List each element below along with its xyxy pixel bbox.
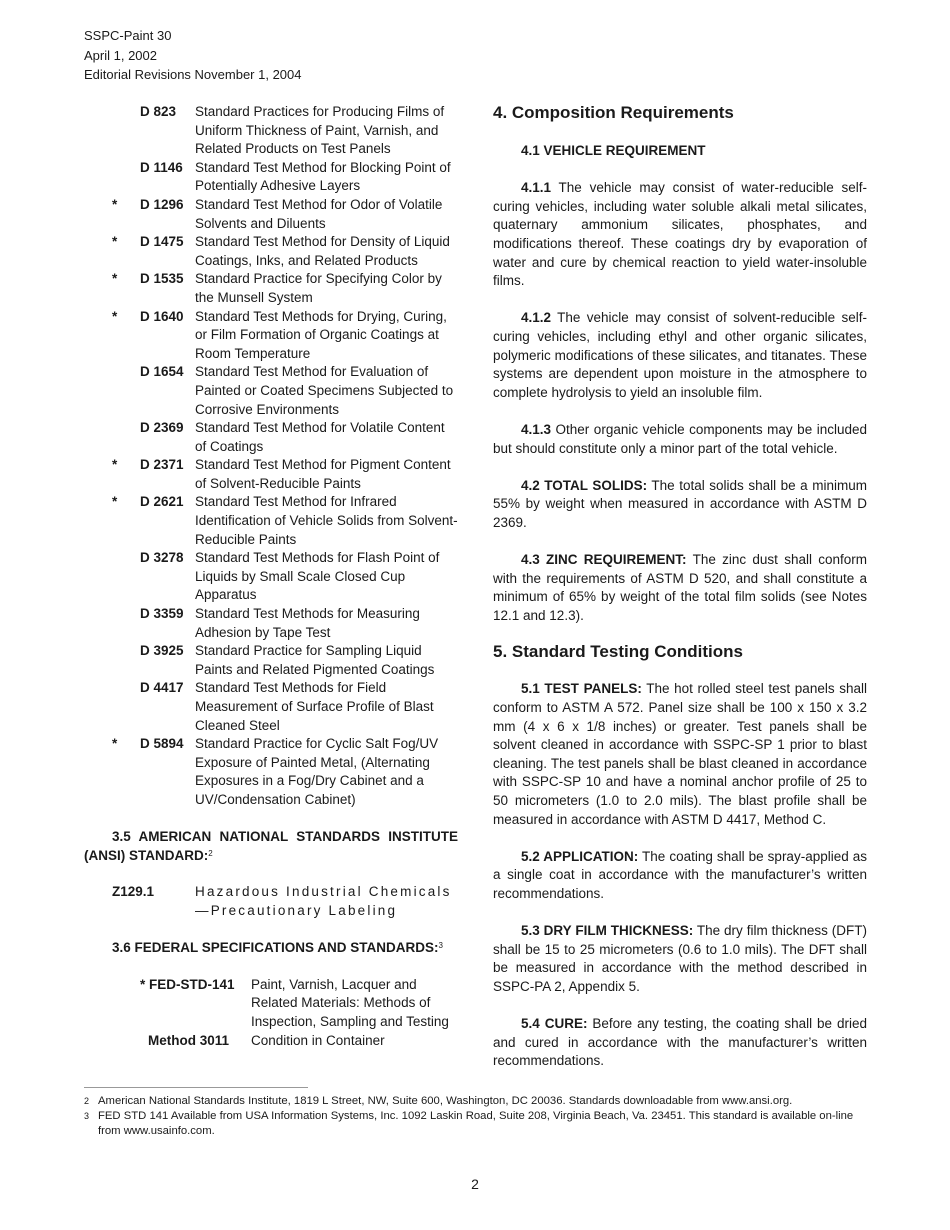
standard-entry xyxy=(84,233,458,270)
para-5-4-text: Before any testing, the coating shall be dried and cured in accordance with the manufacturer’s written recommendations. xyxy=(493,1016,868,1069)
fed-title: Paint, Varnish, Lacquer and Related Materials: Methods of Inspection, Sampling and Testing xyxy=(251,976,449,1029)
standard-entry xyxy=(84,605,458,642)
standard-title: Standard Test Method for Volatile Content of Coatings xyxy=(195,420,445,454)
footnote-number: 3 xyxy=(84,1111,90,1121)
footnote-text: American National Standards Institute, 1819 L Street, NW, Suite 600, Washington, DC 20036. Standards downloadable from www.ansi.org. xyxy=(98,1095,793,1107)
method-entry xyxy=(84,1032,458,1051)
ansi-title: Hazardous Industrial Chemicals—Precautionary Labeling xyxy=(195,884,452,918)
footnote-ref-3: 3 xyxy=(438,941,443,951)
footnotes xyxy=(84,1094,874,1139)
section-3-5-heading-text: 3.5 AMERICAN NATIONAL STANDARDS INSTITUTE (ANSI) STANDARD: xyxy=(84,829,458,863)
method-code: Method 3011 xyxy=(148,1032,230,1048)
standard-entry xyxy=(84,308,458,364)
standard-code: D 1146 xyxy=(140,159,183,175)
revision-asterisk: * xyxy=(112,196,118,212)
standard-entry xyxy=(84,419,458,456)
standard-code: D 2621 xyxy=(140,494,184,510)
standard-code: D 2369 xyxy=(140,420,184,436)
para-4-3-text: The zinc dust shall conform with the requirements of ASTM D 520, and shall constitute a minimum of 65% by weight of the total film solids (see Notes 12.1 and 12.3). xyxy=(493,552,867,623)
standard-title: Standard Practice for Specifying Color by the Munsell System xyxy=(195,271,442,305)
standard-title: Standard Test Methods for Measuring Adhesion by Tape Test xyxy=(195,606,420,640)
revision-asterisk: * xyxy=(112,271,118,287)
para-5-2-label: 5.2 APPLICATION: xyxy=(521,848,639,864)
standard-code: D 4417 xyxy=(140,680,184,696)
standard-code: D 823 xyxy=(140,104,177,119)
para-5-1 xyxy=(493,680,867,829)
footnote-ref-2: 2 xyxy=(208,848,213,858)
para-4-3-label: 4.3 ZINC REQUIREMENT: xyxy=(521,552,687,568)
method-title: Condition in Container xyxy=(251,1032,385,1048)
revision-asterisk: * xyxy=(112,736,118,752)
standard-entry xyxy=(84,493,458,549)
para-5-1-label: 5.1 TEST PANELS: xyxy=(521,681,642,697)
para-4-1-2 xyxy=(493,309,867,402)
standard-title: Standard Test Method for Infrared Identification of Vehicle Solids from Solvent-Reducible Paints xyxy=(195,494,458,547)
standard-entry xyxy=(84,270,458,307)
standard-entry xyxy=(84,196,458,233)
para-5-3-text: The dry film thickness (DFT) shall be 15 to 25 micrometers (0.6 to 1.0 mils). The DFT shall be measured in accordance with the method described in SSPC-PA 2, Appendix 5. xyxy=(493,923,867,994)
para-4-2-label: 4.2 TOTAL SOLIDS: xyxy=(521,477,648,493)
standard-title: Standard Test Method for Evaluation of Painted or Coated Specimens Subjected to Corrosive Environments xyxy=(195,364,454,417)
footnote-number: 2 xyxy=(84,1096,90,1106)
ansi-standard-entry xyxy=(84,883,458,920)
standard-code: D 5894 xyxy=(140,736,184,752)
para-4-1-2-number: 4.1.2 xyxy=(521,310,552,326)
para-4-1-3-text: Other organic vehicle components may be included but should constitute only a minor part of the total vehicle. xyxy=(493,421,867,456)
fed-standard-entry xyxy=(84,976,458,1032)
standard-entry xyxy=(84,103,458,159)
para-4-1-3-number: 4.1.3 xyxy=(521,421,552,437)
section-4-heading: 4. Composition Requirements xyxy=(493,103,734,122)
footnote-text: FED STD 141 Available from USA Information Systems, Inc. 1092 Laskin Road, Suite 208, Virginia Beach, Va. 23451. This standard is available on-line from www.usainfo.com. xyxy=(98,1110,854,1137)
standard-entry xyxy=(84,363,458,419)
standard-title: Standard Test Method for Blocking Point of Potentially Adhesive Layers xyxy=(195,159,451,194)
running-header xyxy=(84,26,302,85)
para-5-2-text: The coating shall be spray-applied as a single coat in accordance with the manufacturer’s written recommendations. xyxy=(493,848,868,901)
standard-code: D 1535 xyxy=(140,271,184,287)
astm-standards-list xyxy=(84,103,458,810)
footnote-divider xyxy=(84,1087,308,1088)
footnote xyxy=(84,1094,874,1109)
para-4-1-1-text: The vehicle may consist of water-reducible self-curing vehicles, including water soluble alkali metal silicates, quaternary ammonium silicates, phosphates, and modifications thereof. These coatings dry by evaporation of water and cure by chemical reaction to yield water-insoluble films. xyxy=(493,180,867,289)
para-5-4-label: 5.4 CURE: xyxy=(521,1016,588,1032)
section-3-6-heading-text: 3.6 FEDERAL SPECIFICATIONS AND STANDARDS: xyxy=(112,940,439,956)
standard-code: D 3359 xyxy=(140,606,184,622)
standard-code: D 3925 xyxy=(140,643,184,659)
standard-title: Standard Test Methods for Drying, Curing, or Film Formation of Organic Coatings at Room Temperature xyxy=(195,308,447,361)
para-4-1-1-number: 4.1.1 xyxy=(521,180,552,196)
standard-title: Standard Practices for Producing Films of Uniform Thickness of Paint, Varnish, and Related Products on Test Panels xyxy=(195,104,445,157)
para-5-3-label: 5.3 DRY FILM THICKNESS: xyxy=(521,923,694,939)
section-4-1-heading: 4.1 VEHICLE REQUIREMENT xyxy=(521,143,706,158)
standard-code: D 3278 xyxy=(140,550,184,566)
para-5-1-text: The hot rolled steel test panels shall conform to ASTM A 572. Panel size shall be 100 x 150 x 3.2 mm (4 x 6 x 1/8 inches) or greater. Test panels shall be solvent cleaned in accordance with SSPC-SP 1 prior to blast cleaning. The test panels shall be blast cleaned in accordance with SSPC-SP 10 and have a nominal anchor profile of 25 to 50 micrometers (1.0 to 2.0 mils). The blast profile shall be measured in accordance with ASTM D 4417, Method C. xyxy=(493,681,867,827)
standard-entry xyxy=(84,679,458,735)
standard-title: Standard Test Methods for Flash Point of Liquids by Small Scale Closed Cup Apparatus xyxy=(195,550,440,603)
section-5-heading: 5. Standard Testing Conditions xyxy=(493,642,743,662)
section-3-6-heading xyxy=(84,939,458,958)
standard-code: D 1296 xyxy=(140,196,184,212)
para-5-4 xyxy=(493,1015,867,1071)
right-column xyxy=(493,102,867,1071)
standard-entry xyxy=(84,159,458,196)
section-3-5-heading xyxy=(84,828,458,865)
para-5-2 xyxy=(493,848,867,904)
para-4-1-1 xyxy=(493,179,867,291)
para-5-3 xyxy=(493,922,867,996)
revision-asterisk: * xyxy=(112,457,118,473)
standard-code: D 1654 xyxy=(140,364,184,380)
standard-title: Standard Practice for Cyclic Salt Fog/UV Exposure of Painted Metal, (Alternating Exposures in a Fog/Dry Cabinet and a UV/Condensation Cabinet) xyxy=(195,736,439,807)
standard-title: Standard Test Method for Odor of Volatile Solvents and Diluents xyxy=(195,196,443,231)
standard-entry xyxy=(84,642,458,679)
standard-entry xyxy=(84,456,458,493)
para-4-2 xyxy=(493,477,867,533)
page-number: 2 xyxy=(471,1176,479,1192)
ansi-code: Z129.1 xyxy=(112,884,155,900)
standard-title: Standard Practice for Sampling Liquid Paints and Related Pigmented Coatings xyxy=(195,643,435,677)
header-doc-id: SSPC-Paint 30 xyxy=(84,28,172,43)
para-4-1-2-text: The vehicle may consist of solvent-reducible self-curing vehicles, including ethyl and other organic silicates, polymeric modifications of these silicates, and titanates. These systems are dependent upon moisture in the atmosphere to complete hydrolysis to yield an insoluble film. xyxy=(493,310,867,400)
fed-code: * FED-STD-141 xyxy=(140,976,235,992)
standard-entry xyxy=(84,549,458,605)
para-4-1-3 xyxy=(493,421,867,458)
para-4-2-text: The total solids shall be a minimum 55% by weight when measured in accordance with ASTM D 2369. xyxy=(493,477,867,530)
standard-title: Standard Test Method for Pigment Content of Solvent-Reducible Paints xyxy=(195,457,451,491)
standard-title: Standard Test Method for Density of Liquid Coatings, Inks, and Related Products xyxy=(195,234,450,268)
footnote xyxy=(84,1109,874,1139)
revision-asterisk: * xyxy=(112,308,118,324)
revision-asterisk: * xyxy=(112,234,118,250)
standard-title: Standard Test Methods for Field Measurement of Surface Profile of Blast Cleaned Steel xyxy=(195,680,434,733)
header-date: April 1, 2002 xyxy=(84,47,157,63)
header-revision: Editorial Revisions November 1, 2004 xyxy=(84,67,302,82)
para-4-3 xyxy=(493,551,867,625)
revision-asterisk: * xyxy=(112,494,118,510)
standard-code: D 1475 xyxy=(140,234,184,250)
left-column xyxy=(84,103,458,1050)
standard-code: D 2371 xyxy=(140,457,184,473)
standard-code: D 1640 xyxy=(140,308,184,324)
standard-entry xyxy=(84,735,458,809)
